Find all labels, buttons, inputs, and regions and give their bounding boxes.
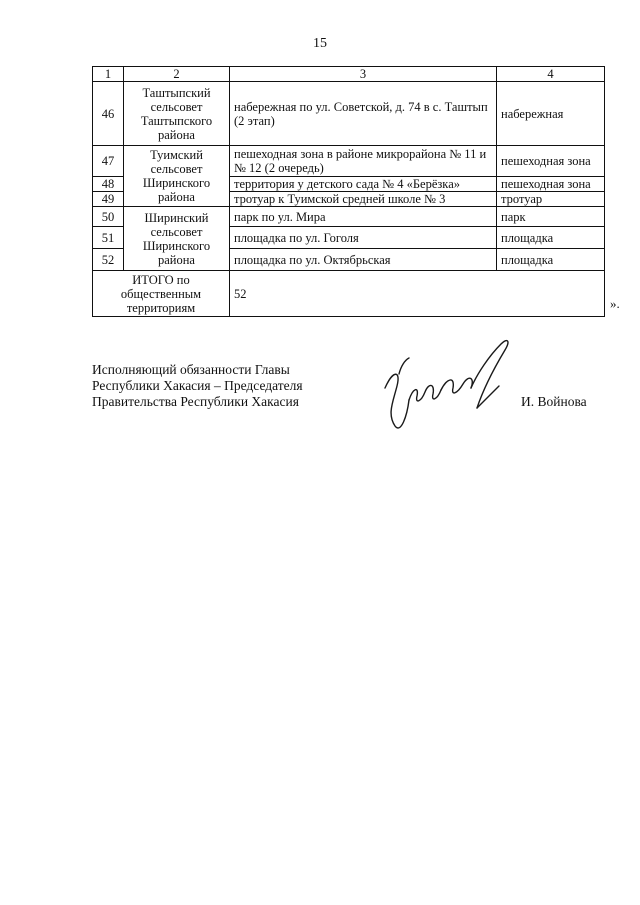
signatory-position-line: Исполняющий обязанности Главы (92, 362, 290, 377)
territory-type-cell: тротуар (497, 192, 605, 207)
signatory-position (92, 362, 303, 410)
column-header: 4 (497, 67, 605, 82)
closing-quote: ». (610, 296, 620, 311)
table-row (93, 207, 605, 227)
signatory-position-line: Республики Хакасия – Председателя (92, 378, 303, 393)
signatory-position-line: Правительства Республики Хакасия (92, 394, 299, 409)
table-row (93, 146, 605, 177)
total-value: 52 (230, 271, 605, 317)
territory-type-cell: пешеходная зона (497, 146, 605, 177)
territory-cell: тротуар к Туимской средней школе № 3 (230, 192, 497, 207)
territory-type-cell: площадка (497, 249, 605, 271)
table-total-row (93, 271, 605, 317)
row-number: 51 (93, 227, 124, 249)
row-number: 49 (93, 192, 124, 207)
municipality-cell: Таштыпский сельсовет Таштыпского района (124, 82, 230, 146)
total-label: ИТОГО по общественным территориям (93, 271, 230, 317)
territory-cell: территория у детского сада № 4 «Берёзка» (230, 177, 497, 192)
page-number: 15 (313, 36, 327, 51)
table-header-row (93, 67, 605, 82)
row-number: 48 (93, 177, 124, 192)
territory-cell: пешеходная зона в районе микрорайона № 11 и № 12 (2 очередь) (230, 146, 497, 177)
column-header: 3 (230, 67, 497, 82)
municipality-cell: Туимский сельсовет Ширинского района (124, 146, 230, 207)
municipality-cell: Ширинский сельсовет Ширинского района (124, 207, 230, 271)
column-header: 1 (93, 67, 124, 82)
territory-type-cell: пешеходная зона (497, 177, 605, 192)
territory-type-cell: площадка (497, 227, 605, 249)
territory-type-cell: парк (497, 207, 605, 227)
row-number: 47 (93, 146, 124, 177)
territory-cell: набережная по ул. Советской, д. 74 в с. Таштып (2 этап) (230, 82, 497, 146)
table-row (93, 82, 605, 146)
row-number: 50 (93, 207, 124, 227)
signer-name: И. Войнова (521, 394, 587, 409)
territory-type-cell: набережная (497, 82, 605, 146)
row-number: 52 (93, 249, 124, 271)
territory-cell: площадка по ул. Октябрьская (230, 249, 497, 271)
territory-cell: площадка по ул. Гоголя (230, 227, 497, 249)
territories-table (92, 66, 605, 317)
territory-cell: парк по ул. Мира (230, 207, 497, 227)
row-number: 46 (93, 82, 124, 146)
column-header: 2 (124, 67, 230, 82)
handwritten-signature (365, 330, 525, 440)
